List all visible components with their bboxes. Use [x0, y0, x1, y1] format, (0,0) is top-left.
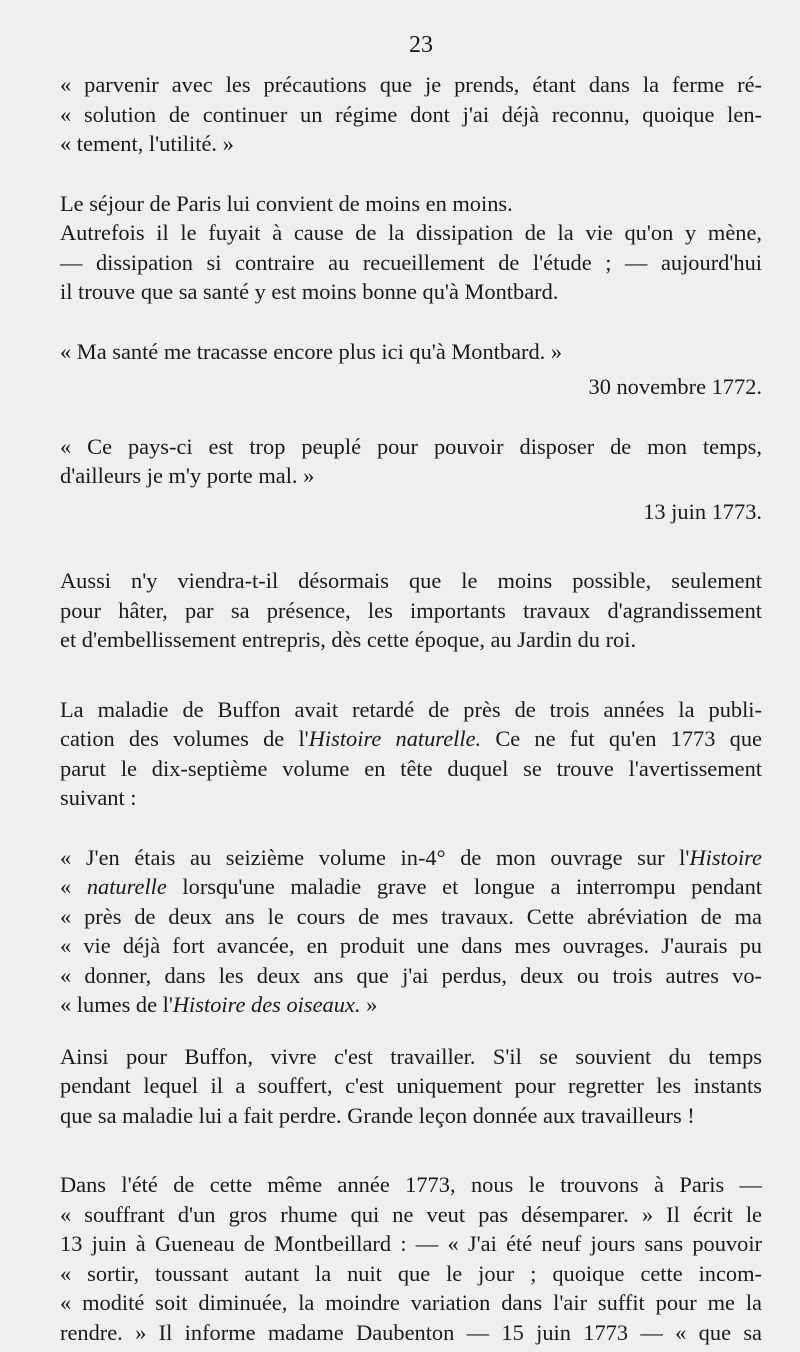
text-line: Aussi n'y viendra-t-il désormais que le moins possible, seulement	[60, 568, 762, 593]
text-line: pour hâter, par sa présence, les importants travaux d'agrandissement	[60, 597, 762, 623]
text-line: « tement, l'utilité. »	[60, 131, 234, 156]
paragraph-1	[60, 189, 762, 307]
paragraph-5	[60, 1170, 762, 1347]
text-span: « lumes de l'	[60, 992, 173, 1017]
text-line: « Ma santé me tracasse encore plus ici qu'à Montbard. »	[60, 338, 563, 364]
page-number: 23	[409, 32, 433, 58]
text-line: « parvenir avec les précautions que je prends, étant dans la ferme ré-	[60, 72, 762, 97]
text-line: « sortir, toussant autant la nuit que le jour ; quoique cette incom-	[60, 1260, 762, 1286]
text-line	[60, 843, 762, 873]
italic-title: Histoire naturelle.	[308, 726, 482, 751]
text-line: La maladie de Buffon avait retardé de près de trois années la publi-	[60, 696, 762, 722]
text-line: Dans l'été de cette même année 1773, nous le trouvons à Paris —	[60, 1172, 762, 1197]
text-line: « modité soit diminuée, la moindre variation dans l'air suffit pour me la	[60, 1290, 762, 1315]
italic-title: Histoire	[689, 844, 762, 870]
italic-title: naturelle	[86, 874, 167, 899]
text-line: « donner, dans les deux ans que j'ai perdus, deux ou trois autres vo-	[60, 962, 762, 988]
text-span: «	[60, 874, 87, 899]
text-line: rendre. » Il informe madame Daubenton — 15 juin 1773 — « que sa	[60, 1319, 762, 1345]
paragraph-2	[60, 566, 762, 655]
paragraph-3	[60, 695, 762, 813]
text-span: cation des volumes de l'	[60, 726, 309, 751]
quote-paragraph-2	[60, 337, 762, 367]
text-line: pendant lequel il a souffert, c'est uniquement pour regretter les instants	[60, 1073, 762, 1098]
text-line: Ainsi pour Buffon, vivre c'est travailler. S'il se souvient du temps	[60, 1043, 762, 1069]
text-line: « près de deux ans le cours de mes travaux. Cette abréviation de ma	[60, 903, 762, 929]
text-span: »	[360, 992, 378, 1017]
text-line: suivant :	[60, 785, 137, 810]
text-line: d'ailleurs je m'y porte mal. »	[60, 463, 315, 488]
italic-title: Histoire des oiseaux.	[172, 992, 361, 1017]
text-line: Autrefois il le fuyait à cause de la dissipation de la vie qu'on y mène,	[60, 220, 762, 245]
text-line	[60, 990, 762, 1020]
text-line: « solution de continuer un régime dont j'ai déjà reconnu, quoique len-	[60, 101, 762, 127]
quote-paragraph-4	[60, 843, 762, 1020]
quote-paragraph-3	[60, 432, 762, 491]
text-line: que sa maladie lui a fait perdre. Grande leçon donnée aux travailleurs !	[60, 1102, 695, 1128]
text-line	[60, 724, 762, 754]
text-line: il trouve que sa santé y est moins bonne qu'à Montbard.	[60, 279, 559, 304]
text-span: lorsqu'une maladie grave et longue a interrompu pendant	[166, 874, 762, 899]
letter-date: 13 juin 1773.	[643, 498, 762, 524]
letter-date: 30 novembre 1772.	[588, 374, 762, 399]
quote-paragraph-1	[60, 70, 762, 159]
text-line: « vie déjà fort avancée, en produit une dans mes ouvrages. J'aurais pu	[60, 933, 762, 958]
text-line: — dissipation si contraire au recueillement de l'étude ; — aujourd'hui	[60, 249, 762, 275]
paragraph-4	[60, 1042, 762, 1131]
text-line: parut le dix-septième volume en tête duquel se trouve l'avertissement	[60, 755, 762, 781]
text-line: 13 juin à Gueneau de Montbeillard : — « J'ai été neuf jours sans pouvoir	[60, 1231, 762, 1256]
text-line: « Ce pays-ci est trop peuplé pour pouvoir disposer de mon temps,	[60, 433, 762, 459]
text-line	[60, 872, 762, 902]
text-line: et d'embellissement entrepris, dès cette époque, au Jardin du roi.	[60, 627, 637, 652]
text-span: Ce ne fut qu'en 1773 que	[481, 726, 762, 751]
text-line: « souffrant d'un gros rhume qui ne veut pas désemparer. » Il écrit le	[60, 1201, 762, 1227]
text-line: Le séjour de Paris lui convient de moins en moins.	[60, 190, 513, 216]
text-span: « J'en étais au seizième volume in-4° de mon ouvrage sur l'	[60, 844, 690, 870]
